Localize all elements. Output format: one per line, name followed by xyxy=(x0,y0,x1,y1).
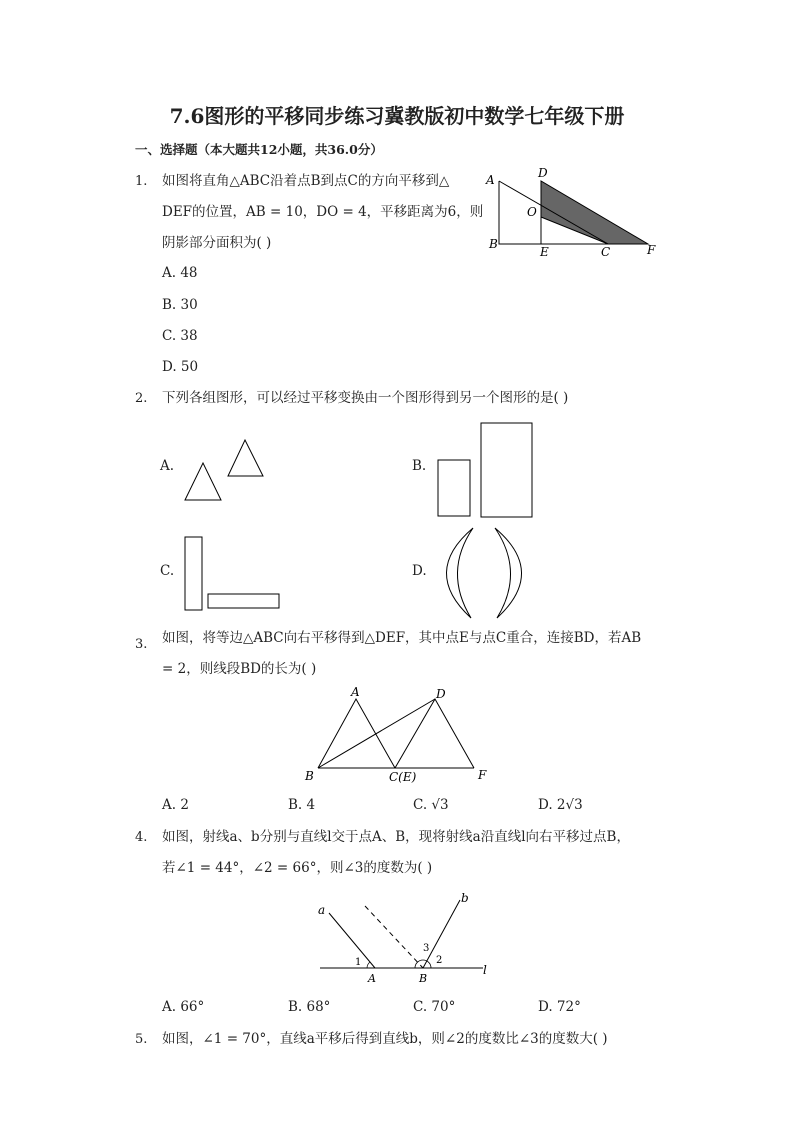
q3-label-b: B xyxy=(305,769,314,783)
q4-label-l: l xyxy=(483,963,487,977)
left-crescent xyxy=(446,528,473,618)
vertical-rectangle xyxy=(185,537,202,610)
q3-option-d: D. 2√3 xyxy=(538,797,583,813)
q4-option-d: D. 72° xyxy=(538,999,581,1015)
q3-figure xyxy=(300,684,500,784)
q2-option-c: C. xyxy=(160,563,175,579)
q1-label-e: E xyxy=(540,245,549,259)
q1-option-c: C. 38 xyxy=(162,328,198,344)
q4-text-line2: 若∠1 = 44°，∠2 = 66°，则∠3的度数为( ) xyxy=(162,860,433,876)
q4-label-angle-2: 2 xyxy=(436,955,443,966)
q4-label-angle-1: 1 xyxy=(355,957,362,968)
q3-label-f: F xyxy=(478,768,487,782)
q1-label-o: O xyxy=(527,205,537,219)
q2-option-b-figure xyxy=(435,420,535,520)
q2-option-d: D. xyxy=(412,563,427,579)
q5-number: 5. xyxy=(135,1032,148,1047)
q2-option-a-figure xyxy=(180,432,270,504)
horizontal-rectangle xyxy=(208,594,279,608)
q3-text-line1: 如图，将等边△ABC向右平移得到△DEF，其中点E与点C重合，连接BD，若AB xyxy=(162,630,642,646)
q3-triangle-abc xyxy=(318,699,395,768)
q1-option-d: D. 50 xyxy=(162,359,199,375)
q4-number: 4. xyxy=(135,830,148,845)
q4-figure xyxy=(305,888,505,988)
q4-text-line1: 如图，射线a、b分别与直线l交于点A、B，现将射线a沿直线l向右平移过点B， xyxy=(162,829,630,845)
q1-option-a: A. 48 xyxy=(162,265,198,281)
q4-option-b: B. 68° xyxy=(288,999,331,1015)
q2-option-a: A. xyxy=(160,458,175,474)
q4-angle-arc-3 xyxy=(415,960,431,968)
q1-number: 1. xyxy=(135,174,148,189)
page-title: 7.6图形的平移同步练习冀教版初中数学七年级下册 xyxy=(169,104,625,128)
q3-option-c: C. √3 xyxy=(413,797,449,813)
q1-label-b: B xyxy=(489,237,498,251)
q5-text: 如图，∠1 = 70°，直线a平移后得到直线b，则∠2的度数比∠3的度数大( ) xyxy=(162,1031,608,1047)
q4-label-point-b: B xyxy=(419,972,428,985)
q4-translated-ray xyxy=(365,906,423,968)
right-crescent xyxy=(495,528,522,618)
q3-text-line2: = 2，则线段BD的长为( ) xyxy=(162,661,317,677)
q4-option-a: A. 66° xyxy=(162,999,205,1015)
q1-label-a: A xyxy=(486,173,495,187)
triangle-shape xyxy=(228,440,263,476)
q3-label-a: A xyxy=(351,685,360,699)
triangle-shape xyxy=(185,463,221,500)
q4-angle-arc-1 xyxy=(367,962,370,968)
q2-number: 2. xyxy=(135,391,148,406)
q2-text: 下列各组图形，可以经过平移变换由一个图形得到另一个图形的是( ) xyxy=(162,390,569,406)
q1-figure xyxy=(480,162,670,262)
large-rectangle xyxy=(481,423,532,517)
q2-option-d-figure xyxy=(435,524,535,622)
q3-option-b: B. 4 xyxy=(288,797,316,813)
section-heading: 一、选择题（本大题共12小题，共36.0分） xyxy=(135,142,383,157)
q3-label-ce: C(E) xyxy=(389,770,417,784)
q1-text-line2: DEF的位置，AB = 10，DO = 4，平移距离为6，则 xyxy=(162,204,484,220)
q2-option-c-figure xyxy=(180,534,285,614)
q4-label-a-ray: a xyxy=(318,903,326,917)
q3-segment-bd xyxy=(318,699,435,768)
q1-text-line3: 阴影部分面积为( ) xyxy=(162,235,272,251)
q3-triangle-def xyxy=(395,699,474,768)
q4-option-c: C. 70° xyxy=(413,999,456,1015)
q1-shaded-region xyxy=(541,181,648,244)
q1-text-line1: 如图将直角△ABC沿着点B到点C的方向平移到△ xyxy=(162,173,450,189)
q3-option-a: A. 2 xyxy=(162,797,189,813)
q3-label-d: D xyxy=(436,687,446,701)
q1-label-c: C xyxy=(601,245,611,259)
small-rectangle xyxy=(438,460,470,516)
q3-number: 3. xyxy=(135,637,148,652)
q4-label-point-a: A xyxy=(368,972,376,985)
q1-label-f: F xyxy=(647,243,656,257)
q4-ray-a xyxy=(329,913,375,968)
q4-label-b-ray: b xyxy=(461,891,469,905)
q4-label-angle-3: 3 xyxy=(423,943,430,954)
q1-option-b: B. 30 xyxy=(162,297,198,313)
q2-option-b: B. xyxy=(412,458,427,474)
q1-label-d: D xyxy=(538,166,548,180)
